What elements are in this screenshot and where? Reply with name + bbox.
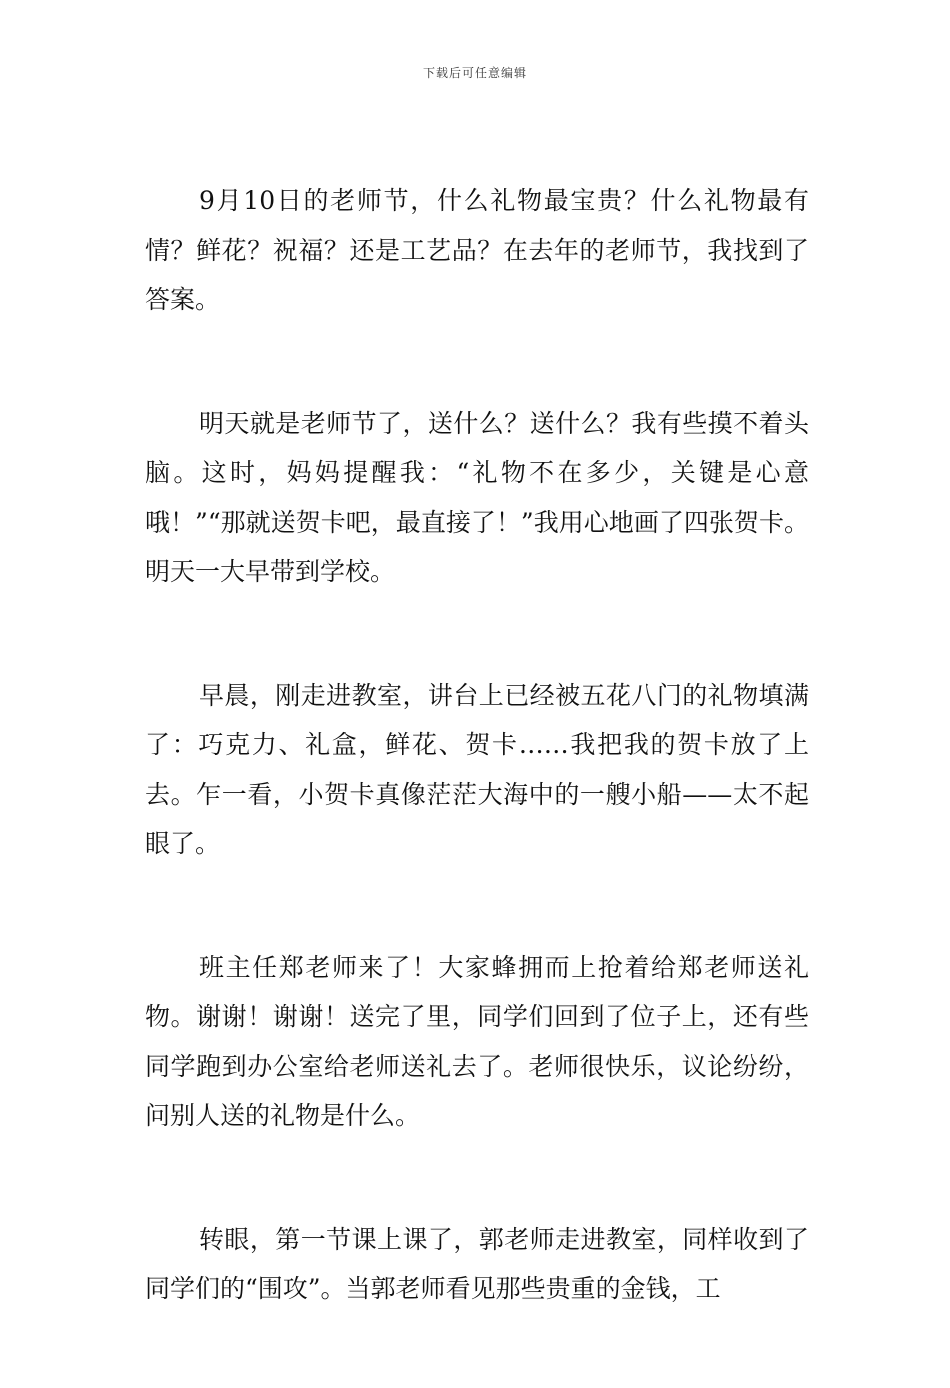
paragraph: 9月10日的老师节，什么礼物最宝贵？什么礼物最有情？鲜花？祝福？还是工艺品？在去年的老师节，我找到了答案。 xyxy=(145,186,809,314)
page-header-note: 下载后可任意编辑 xyxy=(422,66,527,80)
paragraph: 转眼，第一节课上课了，郭老师走进教室，同样收到了同学们的“围攻”。当郭老师看见那些贵重的金钱，工 xyxy=(145,1224,809,1303)
article-body xyxy=(145,176,809,1388)
paragraph: 早晨，刚走进教室，讲台上已经被五花八门的礼物填满了：巧克力、礼盒，鲜花、贺卡……我把我的贺卡放了上去。乍一看，小贺卡真像茫茫大海中的一艘小船——太不起眼了。 xyxy=(145,680,809,858)
paragraph: 班主任郑老师来了！大家蜂拥而上抢着给郑老师送礼物。谢谢！谢谢！送完了里，同学们回到了位子上，还有些同学跑到办公室给老师送礼去了。老师很快乐，议论纷纷，问别人送的礼物是什么。 xyxy=(145,952,809,1130)
paragraph: 明天就是老师节了，送什么？送什么？我有些摸不着头脑。这时，妈妈提醒我：“礼物不在多少，关键是心意哦！”“那就送贺卡吧，最直接了！”我用心地画了四张贺卡。明天一大早带到学校。 xyxy=(145,408,809,586)
